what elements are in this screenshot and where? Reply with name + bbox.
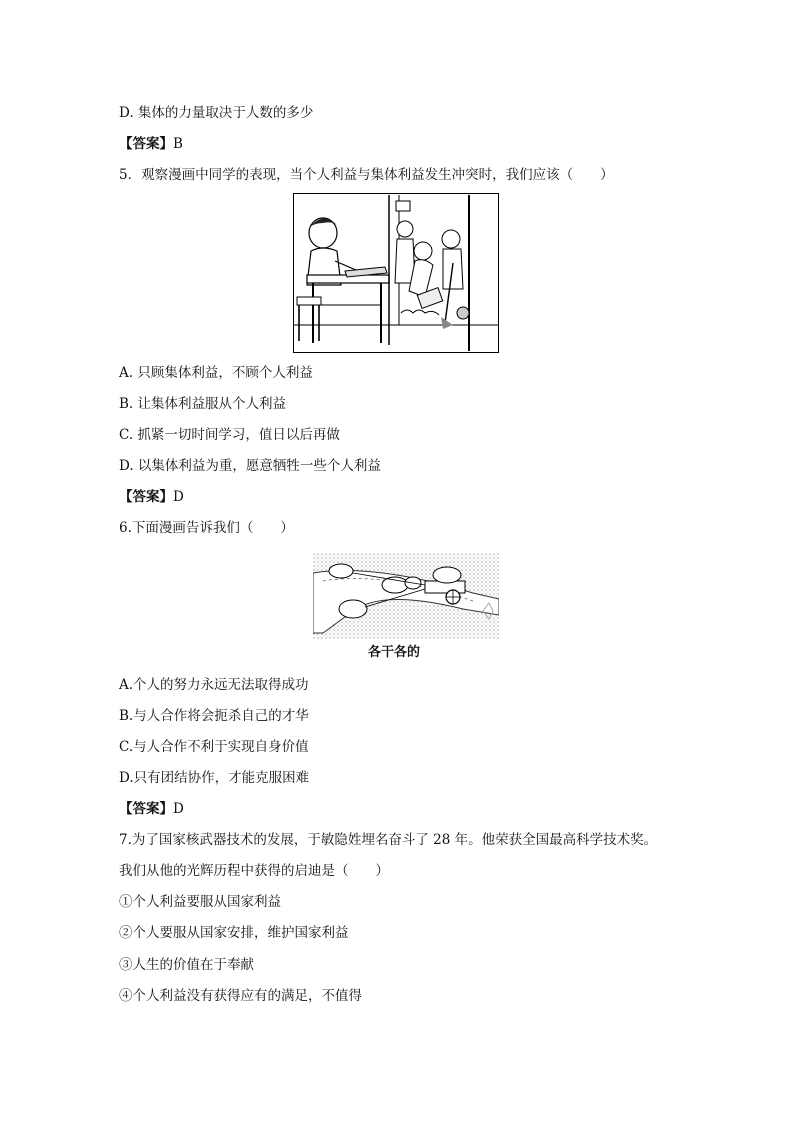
q5-cartoon-image bbox=[293, 193, 499, 353]
q6-stem: 6.下面漫画告诉我们（ ） bbox=[119, 520, 294, 536]
q4-answer bbox=[119, 135, 183, 153]
answer-value: D bbox=[173, 801, 184, 817]
q6-cartoon-image bbox=[313, 553, 499, 639]
q6-option-d: D.只有团结协作，才能克服困难 bbox=[119, 770, 310, 786]
q7-item-1: ①个人利益要服从国家利益 bbox=[119, 894, 281, 910]
answer-label: 【答案】 bbox=[119, 489, 173, 505]
q6-option-c: C.与人合作不利于实现自身价值 bbox=[119, 739, 309, 755]
q7-item-3: ③人生的价值在于奉献 bbox=[119, 957, 254, 973]
answer-value: D bbox=[173, 489, 184, 505]
q6-answer bbox=[119, 800, 184, 818]
q5-option-b: B. 让集体利益服从个人利益 bbox=[119, 396, 287, 412]
q6-option-a: A.个人的努力永远无法取得成功 bbox=[119, 677, 309, 693]
q4-option-d: D. 集体的力量取决于人数的多少 bbox=[119, 105, 314, 121]
answer-label: 【答案】 bbox=[119, 136, 173, 152]
q5-option-a: A. 只顾集体利益，不顾个人利益 bbox=[119, 365, 313, 381]
q5-stem: 5．观察漫画中同学的表现，当个人利益与集体利益发生冲突时，我们应该（ ） bbox=[119, 167, 614, 183]
answer-label: 【答案】 bbox=[119, 801, 173, 817]
q5-option-d: D. 以集体利益为重，愿意牺牲一些个人利益 bbox=[119, 458, 381, 474]
q6-cartoon-caption: 各干各的 bbox=[368, 645, 421, 660]
q5-option-c: C. 抓紧一切时间学习，值日以后再做 bbox=[119, 427, 340, 443]
q5-answer bbox=[119, 488, 184, 506]
q7-item-4: ④个人利益没有获得应有的满足，不值得 bbox=[119, 988, 362, 1004]
q7-item-2: ②个人要服从国家安排，维护国家利益 bbox=[119, 925, 349, 941]
answer-value: B bbox=[173, 136, 183, 152]
q7-stem-line1: 7.为了国家核武器技术的发展，于敏隐姓埋名奋斗了 28 年。他荣获全国最高科学技术奖。 bbox=[119, 832, 658, 848]
q6-option-b: B.与人合作将会扼杀自己的才华 bbox=[119, 708, 309, 724]
q7-stem-line2: 我们从他的光辉历程中获得的启迪是（ ） bbox=[119, 863, 389, 879]
